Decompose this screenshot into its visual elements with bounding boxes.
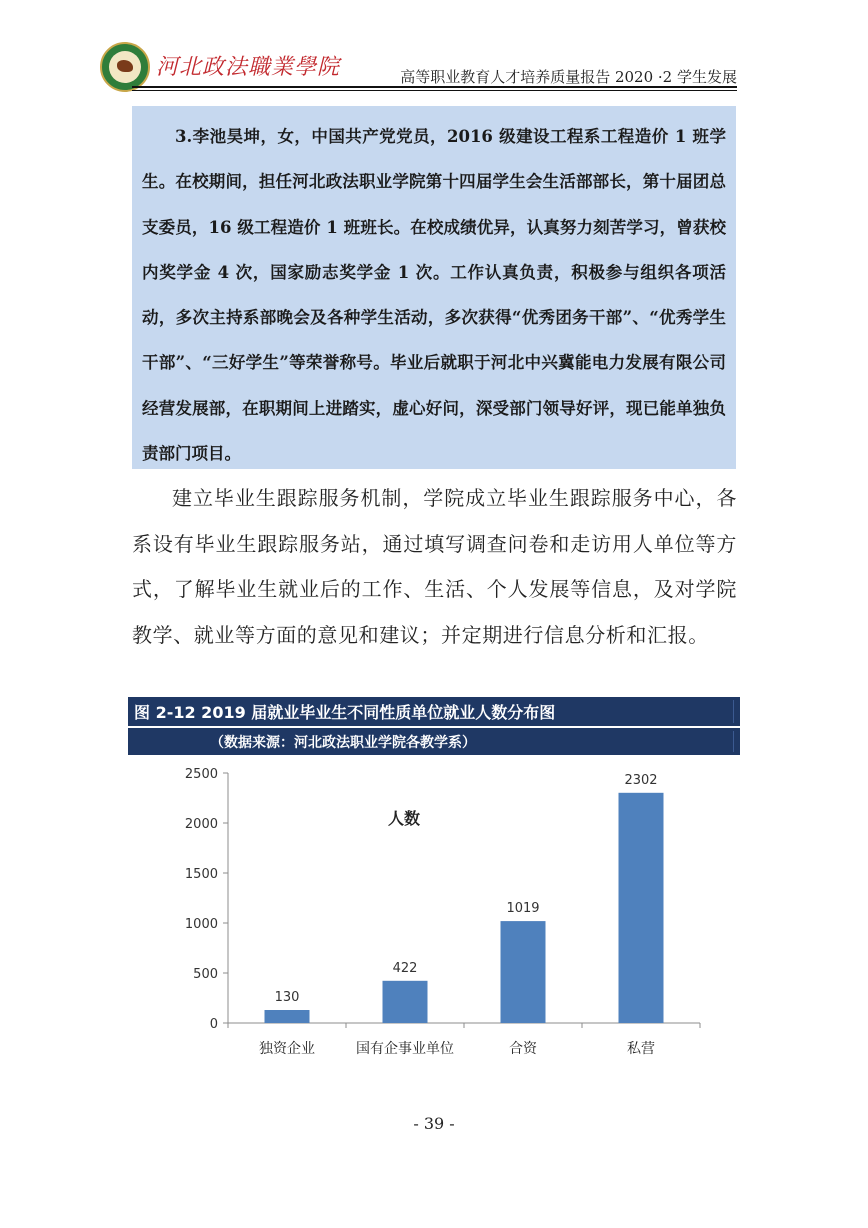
data-label: 1019 (506, 901, 540, 917)
header-divider (132, 86, 737, 88)
school-name: 河北政法職業學院 (156, 55, 341, 80)
student-profile-text: 3.李池昊坤，女，中国共产党党员，2016 级建设工程系工程造价 1 班学生。在校期间，担任河北政法职业学院第十四届学生会生活部部长，第十届团总支委员，16 级工程造价 1 班班长。在校成绩优异，认真努力刻苦学习，曾获校内奖学金 4 次，国家励志奖学金 1 次。工作认真负责，积极参与组织各项活动，多次主持系部晚会及各种学生活动，多次获得“优秀团务干部”、“优秀学生干部”、“三好学生”等荣誉称号。毕业后就职于河北中兴冀能电力发展有限公司经营发展部，在职期间上进踏实，虚心好问，深受部门领导好评，现已能单独负责部门项目。 (142, 127, 726, 464)
page-number: - 39 - (413, 1114, 455, 1133)
bar (265, 1010, 310, 1023)
y-tick-label: 1000 (184, 917, 218, 932)
y-tick-label: 1500 (184, 867, 218, 882)
header-divider-thin (132, 90, 737, 91)
bar-chart (170, 760, 730, 1070)
data-label: 130 (274, 990, 300, 1005)
category-label: 合资 (509, 1041, 537, 1057)
report-title: 高等职业教育人才培养质量报告 2020 ·2 学生发展 (400, 68, 737, 86)
y-tick-label: 0 (209, 1017, 218, 1032)
chart-title: 人数 (387, 809, 421, 828)
bar (619, 793, 664, 1023)
figure-source-band (128, 728, 740, 755)
bar (383, 981, 428, 1023)
data-label: 422 (392, 960, 418, 976)
figure-source: （数据来源：河北政法职业学院各教学系） (210, 735, 476, 751)
figure-title-band (128, 697, 740, 726)
data-label: 2302 (624, 772, 658, 788)
band-divider (733, 731, 734, 752)
figure-title: 图 2-12 2019 届就业毕业生不同性质单位就业人数分布图 (134, 703, 556, 722)
band-divider (733, 700, 734, 723)
school-seal-icon (100, 42, 150, 92)
y-tick-label: 2500 (184, 767, 218, 782)
student-profile-box (132, 106, 736, 469)
y-tick-label: 2000 (184, 817, 218, 832)
y-tick-label: 500 (193, 967, 218, 982)
page-header (0, 0, 868, 96)
bar (501, 921, 546, 1023)
category-label: 国有企事业单位 (356, 1041, 454, 1057)
category-label: 独资企业 (259, 1041, 315, 1057)
body-paragraph: 建立毕业生跟踪服务机制，学院成立毕业生跟踪服务中心，各系设有毕业生跟踪服务站，通过填写调查问卷和走访用人单位等方式，了解毕业生就业后的工作、生活、个人发展等信息，及对学院教学、就业等方面的意见和建议；并定期进行信息分析和汇报。 (132, 486, 737, 647)
category-label: 私营 (627, 1041, 655, 1057)
